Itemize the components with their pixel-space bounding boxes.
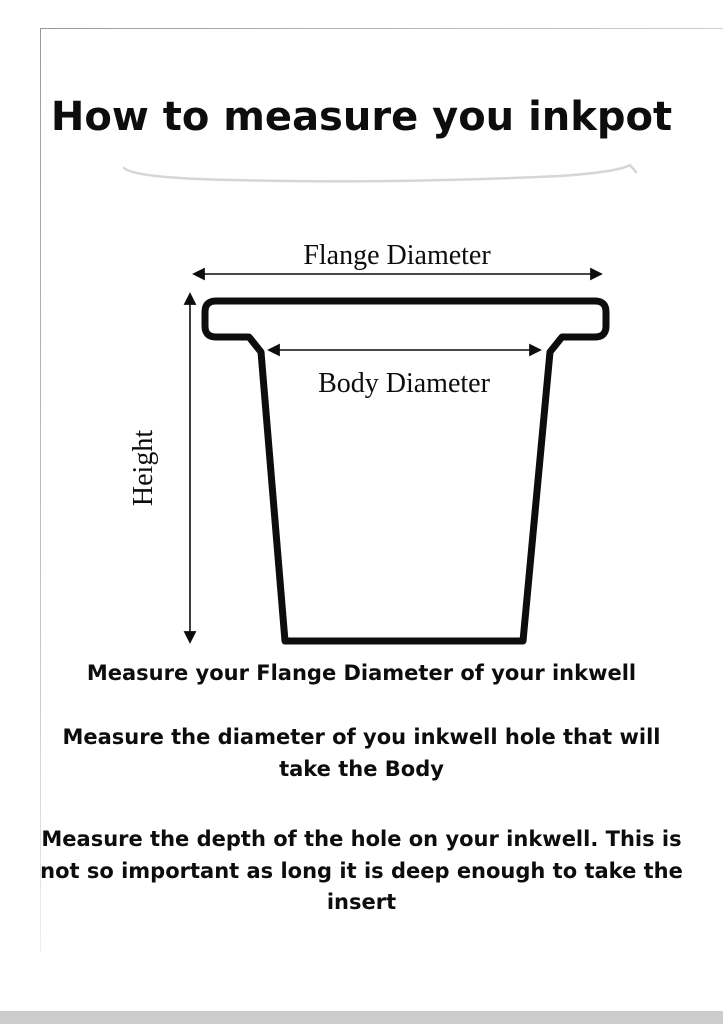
page-title: How to measure you inkpot — [50, 94, 673, 140]
page-edge-top — [40, 28, 723, 29]
instruction-body: Measure the diameter of you inkwell hole that will take the Body — [62, 725, 661, 781]
page-edge-left — [40, 28, 41, 952]
instruction-flange: Measure your Flange Diameter of your inkwell — [86, 661, 637, 685]
body-diameter-label: Body Diameter — [318, 368, 490, 399]
inkpot-diagram — [100, 235, 660, 665]
instruction-depth: Measure the depth of the hole on your inkwell. This is not so important as long it is deep enough to take the insert — [40, 827, 683, 914]
page-bottom-strip — [0, 1011, 723, 1024]
height-label: Height — [128, 429, 159, 507]
flange-diameter-label: Flange Diameter — [303, 240, 491, 271]
inkpot-outline — [205, 301, 606, 641]
